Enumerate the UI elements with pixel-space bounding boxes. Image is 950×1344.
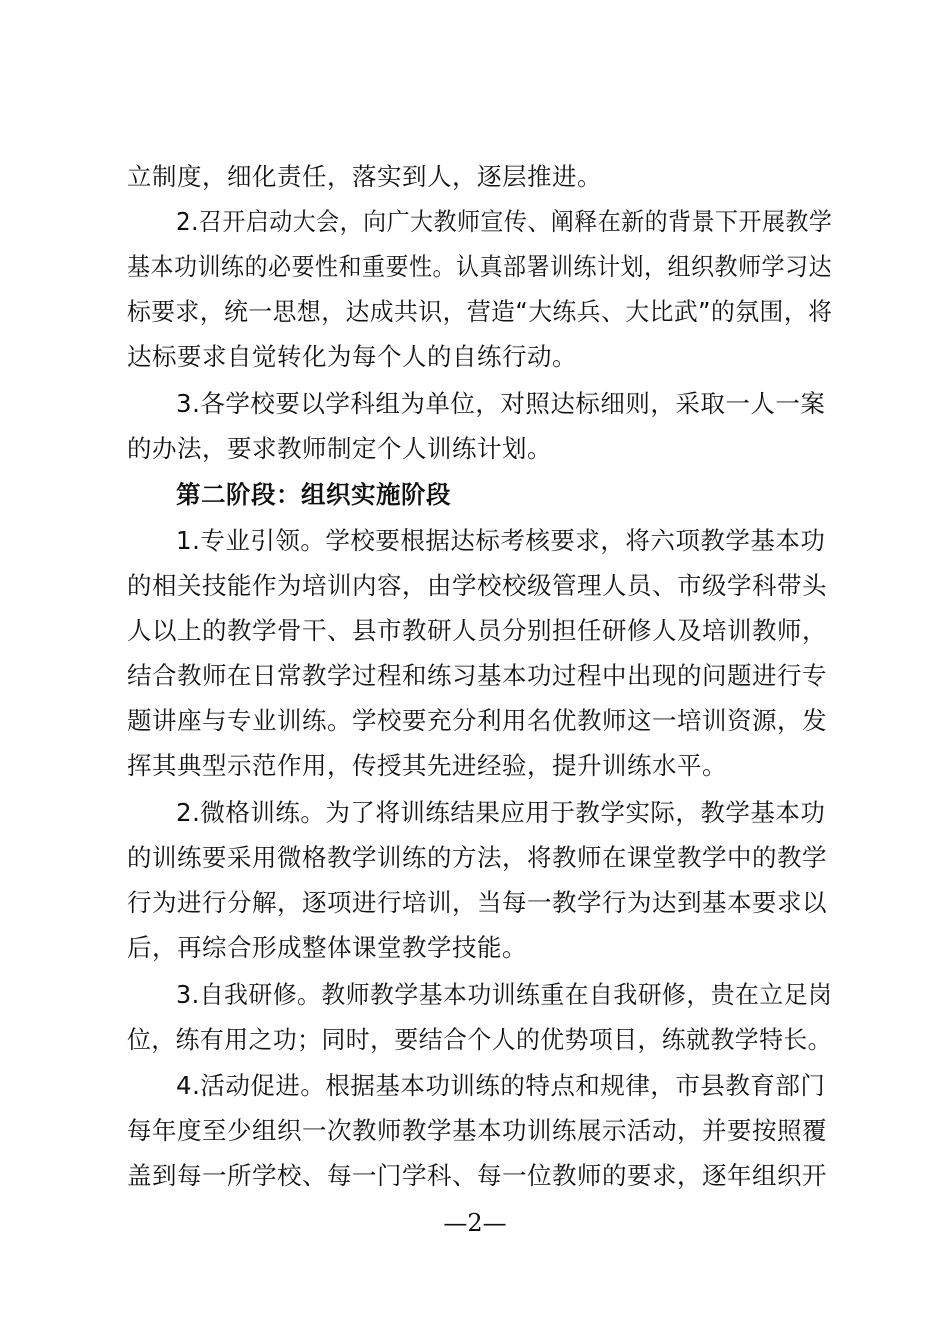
page-number: —2— [443, 1209, 507, 1237]
text-line: 的相关技能作为培训内容，由学校校级管理人员、市级学科带头 [127, 571, 827, 600]
text-line: 基本功训练的必要性和重要性。认真部署训练计划，组织教师学习达 [127, 252, 832, 281]
text-line: 2.召开启动大会，向广大教师宣传、阐释在新的背景下开展教学 [176, 207, 833, 236]
text-line: 每年度至少组织一次教师教学基本功训练展示活动，并要按照覆 [127, 1116, 827, 1145]
text-line: 题讲座与专业训练。学校要充分利用名优教师这一培训资源，发 [127, 706, 827, 735]
text-line: 后，再综合形成整体课堂教学技能。 [127, 933, 527, 962]
text-line: 2.微格训练。为了将训练结果应用于教学实际，教学基本功 [176, 798, 826, 827]
text-line: 3.自我研修。教师教学基本功训练重在自我研修，贵在立足岗 [176, 980, 833, 1009]
text-line: 位，练有用之功；同时，要结合个人的优势项目，练就教学特长。 [127, 1025, 832, 1054]
text-line: 1.专业引领。学校要根据达标考核要求，将六项教学基本功 [176, 526, 826, 555]
text-line: 挥其典型示范作用，传授其先进经验，提升训练水平。 [127, 751, 727, 780]
text-line: 的办法，要求教师制定个人训练计划。 [127, 434, 552, 463]
text-line: 行为进行分解，逐项进行培训，当每一教学行为达到基本要求以 [127, 888, 827, 917]
text-line: 标要求，统一思想，达成共识，营造“大练兵、大比武”的氛围，将 [127, 297, 833, 326]
section-heading: 第二阶段：组织实施阶段 [176, 480, 451, 509]
text-line: 达标要求自觉转化为每个人的自练行动。 [127, 342, 577, 371]
text-line: 的训练要采用微格教学训练的方法，将教师在课堂教学中的教学 [127, 843, 827, 872]
text-line: 结合教师在日常教学过程和练习基本功过程中出现的问题进行专 [127, 661, 827, 690]
text-line: 3.各学校要以学科组为单位，对照达标细则，采取一人一案 [176, 389, 826, 418]
text-line: 4.活动促进。根据基本功训练的特点和规律，市县教育部门 [176, 1071, 826, 1100]
text-line: 立制度，细化责任，落实到人，逐层推进。 [127, 162, 602, 191]
text-line: 盖到每一所学校、每一门学科、每一位教师的要求，逐年组织开 [127, 1161, 827, 1190]
text-line: 人以上的教学骨干、县市教研人员分别担任研修人及培训教师， [127, 616, 827, 645]
